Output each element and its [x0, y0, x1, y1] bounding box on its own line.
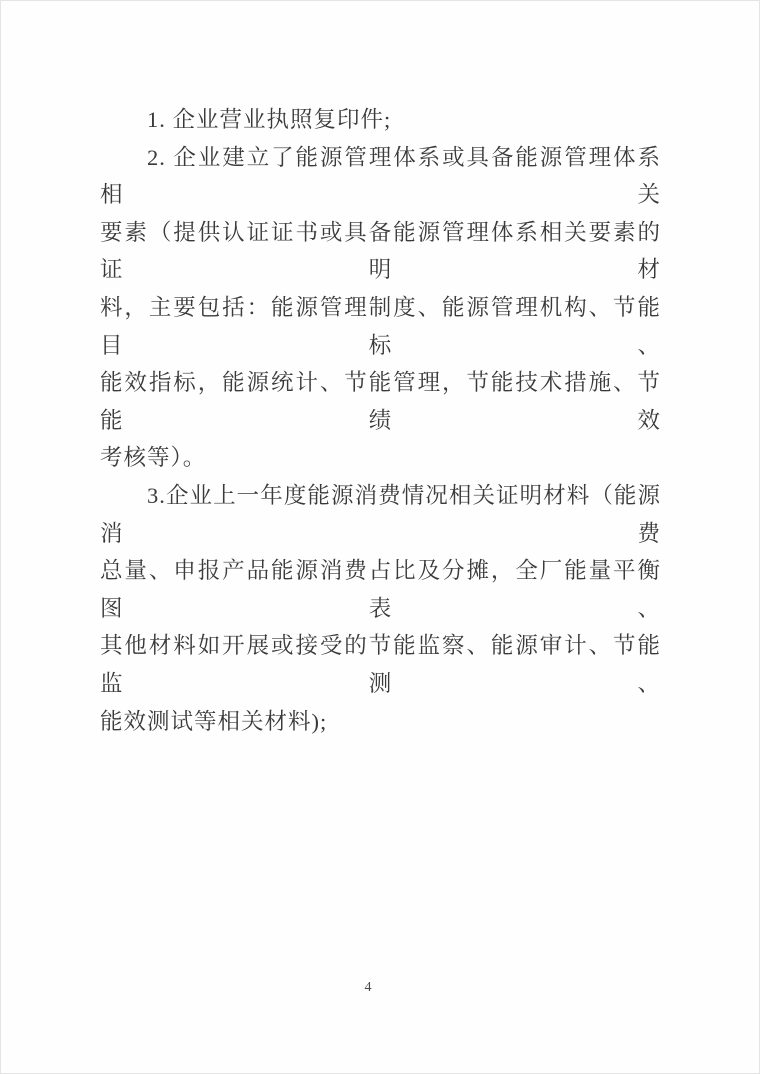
page-number: 4	[364, 980, 372, 995]
text-line: 1. 企业营业执照复印件;	[147, 107, 392, 132]
list-item-2	[100, 139, 661, 477]
document-body	[100, 101, 661, 740]
text-line: 料，主要包括：能源管理制度、能源管理机构、节能目标、	[100, 294, 661, 358]
text-line: 能效测试等相关材料);	[100, 708, 328, 734]
list-item-1	[100, 101, 661, 139]
text-line: 2. 企业建立了能源管理体系或具备能源管理体系相关	[100, 144, 661, 208]
text-line: 考核等）。	[100, 445, 207, 471]
list-item-3	[100, 477, 661, 740]
text-line: 总量、申报产品能源消费占比及分摊，全厂能量平衡图表、	[100, 558, 661, 621]
text-line: 其他材料如开展或接受的节能监察、能源审计、节能监测、	[100, 633, 661, 696]
text-line: 3.企业上一年度能源消费情况相关证明材料（能源消费	[100, 482, 661, 546]
text-line: 能效指标，能源统计、节能管理，节能技术措施、节能绩效	[100, 370, 661, 433]
text-line: 要素（提供认证证书或具备能源管理体系相关要素的证明材	[100, 219, 661, 283]
